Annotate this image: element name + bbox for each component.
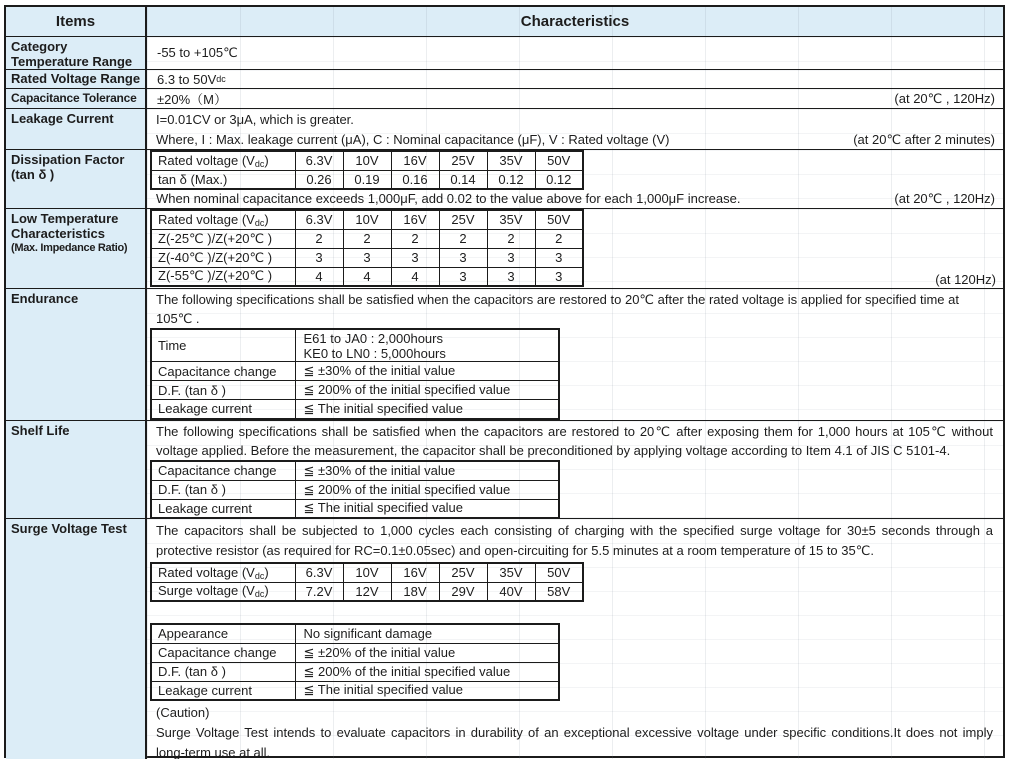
spec-value: ≦ The initial specified value (295, 400, 559, 419)
category-temperature-range-value: -55 to +105℃ (157, 45, 238, 60)
surge-cell: 40V (487, 582, 535, 601)
ratio-cell: 3 (439, 267, 487, 286)
dissipation-note-line (147, 190, 1003, 207)
item-label (6, 150, 147, 208)
tan-delta-cell: 0.16 (391, 170, 439, 189)
ratio-cell: 2 (391, 229, 439, 248)
condition-note: (at 20℃ , 120Hz) (894, 190, 995, 206)
items-header: Items (6, 7, 147, 36)
rated-voltage-range-value-cell (147, 70, 1003, 88)
rated-voltage-label: Rated voltage $(V_{dc})$ (151, 563, 295, 582)
surge-voltage-table (150, 562, 584, 602)
spec-row (151, 499, 559, 518)
time-line2: KE0 to LN0 : 5,000hours (303, 346, 446, 361)
spec-row (151, 643, 559, 662)
impedance-ratio-label: Z(-55℃ )/Z(+20℃ ) (151, 267, 295, 286)
leakage-current-cell (147, 109, 1003, 149)
surge-cell: 18V (391, 582, 439, 601)
item-label: Leakage Current (6, 109, 147, 149)
ratio-cell: 4 (343, 267, 391, 286)
shelf-life-cell (147, 421, 1003, 518)
voltage-cell: 16V (391, 563, 439, 582)
surge-cell: 7.2V (295, 582, 343, 601)
subscript-dc: dc (254, 589, 265, 600)
surge-cell: 29V (439, 582, 487, 601)
spec-label: Leakage current (151, 499, 295, 518)
spec-row (151, 624, 559, 643)
tan-delta-row (151, 170, 583, 189)
ratio-cell: 4 (295, 267, 343, 286)
tan-delta-cell: 0.12 (487, 170, 535, 189)
ratio-cell: 2 (295, 229, 343, 248)
spec-value: ≦ The initial specified value (295, 499, 559, 518)
ratio-cell: 3 (535, 267, 583, 286)
surge-cell: 12V (343, 582, 391, 601)
voltage-cell: 25V (439, 210, 487, 229)
tan-delta-cell: 0.19 (343, 170, 391, 189)
voltage-cell: 35V (487, 210, 535, 229)
spec-row (151, 480, 559, 499)
condition-note: (at 20℃ , 120Hz) (894, 90, 995, 106)
rated-voltage-header-row (151, 210, 583, 229)
spec-value: ≦ ±20% of the initial value (295, 643, 559, 662)
voltage-cell: 10V (343, 210, 391, 229)
voltage-cell: 25V (439, 151, 487, 170)
spec-label: Time (151, 329, 295, 362)
ratio-cell: 2 (439, 229, 487, 248)
impedance-ratio-row (151, 229, 583, 248)
tan-delta-label: tan δ (Max.) (151, 170, 295, 189)
voltage-cell: 50V (535, 210, 583, 229)
voltage-cell: 35V (487, 151, 535, 170)
spec-value: ≦ 200% of the initial specified value (295, 480, 559, 499)
row-dissipation-factor (6, 150, 1003, 209)
spec-value: ≦ 200% of the initial specified value (295, 662, 559, 681)
surge-voltage-row (151, 582, 583, 601)
subscript-dc: dc (216, 74, 226, 84)
row-low-temperature-characteristics (6, 209, 1003, 289)
rated-voltage-header-row (151, 563, 583, 582)
spec-value: ≦ The initial specified value (295, 681, 559, 700)
ratio-cell: 3 (535, 248, 583, 267)
time-value (295, 329, 559, 362)
endurance-text: The following specifications shall be satisfied when the capacitors are restored to 20℃ after the rated voltage is applied for specified time at 105℃ . (156, 292, 959, 326)
ratio-cell: 2 (535, 229, 583, 248)
subscript-dc: dc (254, 158, 265, 169)
ratio-cell: 3 (487, 248, 535, 267)
spec-row (151, 662, 559, 681)
voltage-cell: 6.3V (295, 151, 343, 170)
item-label: Endurance (6, 289, 147, 420)
surge-voltage-test-cell (147, 519, 1003, 759)
ratio-cell: 3 (439, 248, 487, 267)
spec-row-time (151, 329, 559, 362)
caution-title: (Caution) (156, 705, 210, 720)
surge-cell: 58V (535, 582, 583, 601)
spec-table (4, 5, 1005, 758)
category-temperature-range-value-cell (147, 37, 1003, 69)
item-label: Shelf Life (6, 421, 147, 518)
leakage-current-formula: I=0.01CV or 3μA, which is greater. (156, 112, 354, 127)
spec-row (151, 381, 559, 400)
tan-delta-cell: 0.26 (295, 170, 343, 189)
row-capacitance-tolerance (6, 89, 1003, 109)
tan-delta-cell: 0.12 (535, 170, 583, 189)
item-label-line3: (Max. Impedance Ratio) (11, 242, 128, 254)
voltage-cell: 16V (391, 210, 439, 229)
voltage-cell: 10V (343, 151, 391, 170)
surge-voltage-label: Surge voltage $(V_{dc})$ (151, 582, 295, 601)
dissipation-factor-cell (147, 150, 1003, 208)
spec-value: No significant damage (295, 624, 559, 643)
surge-spec-table (150, 623, 560, 701)
spec-row (151, 461, 559, 480)
item-label: Capacitance Tolerance (6, 89, 147, 108)
subscript-dc: dc (254, 570, 265, 581)
rated-voltage-header-row (151, 151, 583, 170)
ratio-cell: 3 (391, 248, 439, 267)
shelf-life-spec-table (150, 460, 560, 518)
spec-label: D.F. (tan δ ) (151, 480, 295, 499)
rated-voltage-label: Rated voltage $(V_{dc})$ (151, 151, 295, 170)
shelf-life-text: The following specifications shall be satisfied when the capacitors are restored to 20℃ after exposing them for 1,000 hours at 105℃ without voltage applied. Before the measurement, the capacitor shall be preconditioned by applying voltage according to Item 4.1 of JIS C 5101-4. (156, 424, 993, 458)
voltage-cell: 35V (487, 563, 535, 582)
spec-label: Leakage current (151, 400, 295, 419)
row-endurance (6, 289, 1003, 421)
row-shelf-life (6, 421, 1003, 519)
item-label-line2: (tan δ ) (11, 167, 55, 182)
voltage-cell: 16V (391, 151, 439, 170)
subscript-dc: dc (254, 217, 265, 228)
row-rated-voltage-range (6, 70, 1003, 89)
rated-voltage-range-value (147, 70, 1003, 88)
spec-row (151, 400, 559, 419)
characteristics-header: Characteristics (147, 7, 1003, 36)
condition-note: (at 20℃ after 2 minutes) (853, 131, 995, 147)
spec-label: Capacitance change (151, 643, 295, 662)
item-label: Rated Voltage Range (6, 70, 147, 88)
condition-note: (at 120Hz) (935, 272, 996, 287)
ratio-cell: 3 (295, 248, 343, 267)
table-header-row (6, 7, 1003, 37)
dissipation-factor-table (150, 150, 584, 190)
spec-value: ≦ 200% of the initial specified value (295, 381, 559, 400)
spec-label: Capacitance change (151, 362, 295, 381)
capacitance-tolerance-value: ±20%（M） (157, 92, 227, 107)
low-temperature-cell (147, 209, 1003, 288)
item-label (6, 209, 147, 288)
voltage-cell: 50V (535, 151, 583, 170)
item-label: Category Temperature Range (6, 37, 147, 69)
spec-row (151, 681, 559, 700)
spec-row (151, 362, 559, 381)
item-label-line1: Dissipation Factor (11, 152, 125, 167)
capacitance-tolerance-value-cell (147, 89, 1003, 108)
item-label: Surge Voltage Test (6, 519, 147, 759)
spec-label: Appearance (151, 624, 295, 643)
time-line1: E61 to JA0 : 2,000hours (303, 331, 443, 346)
voltage-cell: 6.3V (295, 563, 343, 582)
surge-test-text: The capacitors shall be subjected to 1,000 cycles each consisting of charging with the specified surge voltage for 30±5 seconds through a protective resistor (as required for RC=0.1±0.05sec) and open-circuiting for 5.5 minutes at a room temperature of 15 to 35℃. (156, 523, 993, 558)
ratio-cell: 2 (343, 229, 391, 248)
item-label-line1: Low Temperature (11, 211, 119, 226)
rated-voltage-label: Rated voltage $(V_{dc})$ (151, 210, 295, 229)
spec-value: ≦ ±30% of the initial value (295, 461, 559, 480)
dissipation-note: When nominal capacitance exceeds 1,000μF, add 0.02 to the value above for each 1,000μF increase. (156, 191, 741, 206)
low-temperature-table (150, 209, 584, 287)
capacitance-tolerance-line (147, 89, 1003, 108)
spec-value: ≦ ±30% of the initial value (295, 362, 559, 381)
item-label-line2: Characteristics (11, 226, 105, 241)
endurance-cell (147, 289, 1003, 420)
spec-label: Leakage current (151, 681, 295, 700)
impedance-ratio-label: Z(-40℃ )/Z(+20℃ ) (151, 248, 295, 267)
spec-label: Capacitance change (151, 461, 295, 480)
row-category-temperature-range (6, 37, 1003, 70)
impedance-ratio-label: Z(-25℃ )/Z(+20℃ ) (151, 229, 295, 248)
ratio-cell: 3 (343, 248, 391, 267)
impedance-ratio-row (151, 267, 583, 286)
leakage-current-where: Where, I : Max. leakage current (μA), C : Nominal capacitance (μF), V : Rated voltage (V) (156, 132, 670, 147)
impedance-ratio-row (151, 248, 583, 267)
leakage-current-where-line (147, 130, 1003, 149)
voltage-cell: 10V (343, 563, 391, 582)
voltage-cell: 50V (535, 563, 583, 582)
spec-label: D.F. (tan δ ) (151, 662, 295, 681)
voltage-cell: 6.3V (295, 210, 343, 229)
ratio-cell: 2 (487, 229, 535, 248)
ratio-cell: 3 (487, 267, 535, 286)
endurance-spec-table (150, 328, 560, 420)
tan-delta-cell: 0.14 (439, 170, 487, 189)
voltage-cell: 25V (439, 563, 487, 582)
row-surge-voltage-test (6, 519, 1003, 759)
caution-text: Surge Voltage Test intends to evaluate capacitors in durability of an exceptional excessive voltage under specific conditions.It does not imply long-term use at all. (156, 725, 993, 759)
ratio-cell: 4 (391, 267, 439, 286)
row-leakage-current (6, 109, 1003, 150)
spec-label: D.F. (tan δ ) (151, 381, 295, 400)
value-text: 6.3 to 50V (157, 71, 217, 87)
spacer (147, 602, 1003, 623)
